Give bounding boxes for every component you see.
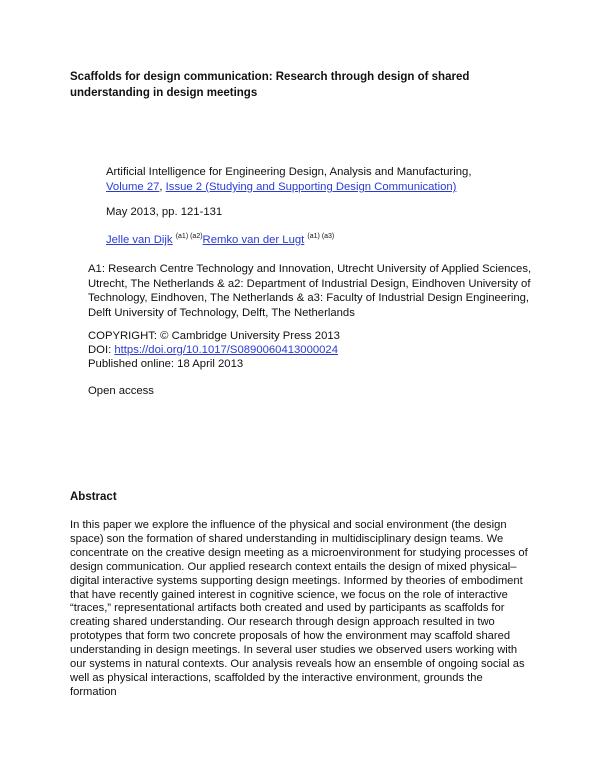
publication-meta [88,329,528,371]
authors-line [106,233,546,248]
journal-volume-issue: Volume 27, Issue 2 (Studying and Supporting Design Communication) [106,181,457,193]
author-link[interactable]: Jelle van Dijk [106,234,173,246]
abstract-heading: Abstract [70,491,117,503]
volume-link[interactable]: Volume 27 [106,181,160,193]
affiliations: A1: Research Centre Technology and Innovation, Utrecht University of Applied Sciences, Utrecht, The Netherlands & a2: Department of Industrial Design, Eindhoven University of Technology, Eindhoven, The Netherlands & a3: Faculty of Industrial Design Engineering, Delft University of Technology, Delft, The Netherlands [88,263,532,319]
journal-info [106,165,546,195]
date-pages: May 2013, pp. 121-131 [106,206,223,218]
doi-line [88,343,528,357]
paper-title: Scaffolds for design communication: Research through design of shared understanding in design meetings [70,71,470,99]
open-access-label: Open access [88,385,154,397]
author-affiliation-marker: (a1) (a3) [307,233,335,241]
doi-label: DOI: [88,344,115,356]
issue-link[interactable]: Issue 2 (Studying and Supporting Design Communication) [165,181,457,193]
copyright-line: COPYRIGHT: © Cambridge University Press 2013 [88,330,340,342]
abstract-text: In this paper we explore the influence of the physical and social environment (the design space) son the formation of shared understanding in multidisciplinary design teams. We concentrate on the creative design meeting as a microenvironment for studying processes of design communication. Our applied research context entails the design of mixed physical–digital interactive systems supporting design meetings. Informed by theories of embodiment that have recently gained interest in cognitive science, we focus on the role of interactive “traces,” representational artifacts both created and used by participants as scaffolds for creating shared understanding. Our research through design approach resulted in two prototypes that form two concrete proposals of how the environment may scaffold shared understanding in design meetings. In several user studies we observed users working with our systems in natural contexts. Our analysis reveals how an ensemble of ongoing social as well as physical interactions, scaffolded by the interactive environment, grounds the formation [70,519,528,698]
author-link[interactable]: Remko van der Lugt [202,234,305,246]
doi-link[interactable]: https://doi.org/10.1017/S0890060413000024 [114,344,338,356]
published-date: Published online: 18 April 2013 [88,358,244,370]
author-affiliation-marker: (a1) (a2) [175,233,203,241]
journal-name: Artificial Intelligence for Engineering Design, Analysis and Manufacturing, [106,166,472,178]
